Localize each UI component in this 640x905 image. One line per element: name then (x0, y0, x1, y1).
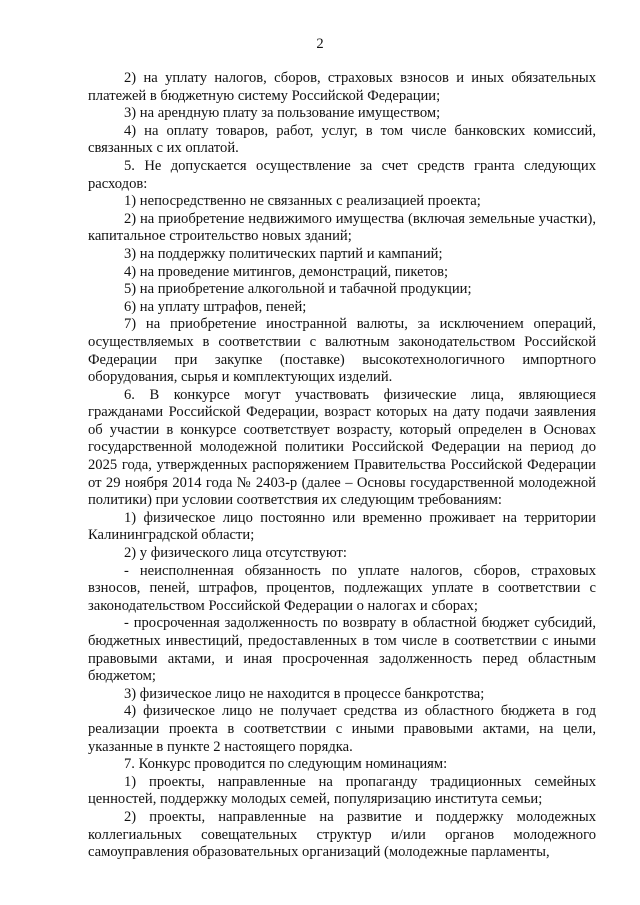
paragraph: 3) на арендную плату за пользование имуществом; (124, 105, 441, 122)
paragraph: 2) на приобретение недвижимого имущества (включая земельные участки), капитальное строительство новых зданий; (88, 210, 596, 245)
paragraph: 2) у физического лица отсутствуют: (124, 545, 347, 562)
page-number: 2 (316, 36, 324, 52)
paragraph: 3) на поддержку политических партий и кампаний; (124, 245, 443, 262)
paragraph: 4) физическое лицо не получает средства из областного бюджета в год реализации проекта в соответствии с иными правовыми актами, на цели, указанные в пункте 2 настоящего порядка. (88, 703, 596, 755)
paragraph: 1) проекты, направленные на пропаганду традиционных семейных ценностей, поддержку молодых семей, популяризацию института семьи; (88, 773, 596, 808)
paragraph: 2) проекты, направленные на развитие и поддержку молодежных коллегиальных совещательных структур и/или органов молодежного самоуправления образовательных организаций (молодежные парламенты, (88, 808, 596, 861)
paragraph: 6. В конкурсе могут участвовать физические лица, являющиеся гражданами Российской Федерации, возраст которых на дату подачи заявления об участии в конкурсе соответствует возрасту, который определен в Основах государственной молодежной политики Российской Федерации на период до 2025 года, утвержденных распоряжением Правительства Российской Федерации от 29 ноября 2014 года № 2403-р (далее – Основы государственной молодежной политики) при условии соответствия их следующим требованиям: (88, 386, 596, 509)
paragraph: - неисполненная обязанность по уплате налогов, сборов, страховых взносов, пеней, штрафов, процентов, подлежащих уплате в соответствии с законодательством Российской Федерации о налогах и сборах; (88, 562, 596, 614)
paragraph: - просроченная задолженность по возврату в областной бюджет субсидий, бюджетных инвестиций, предоставленных в том числе в соответствии с иными правовыми актами, и иная просроченная задолженность перед областным бюджетом; (88, 615, 596, 685)
document-body (88, 70, 596, 862)
paragraph: 2) на уплату налогов, сборов, страховых взносов и иных обязательных платежей в бюджетную систему Российской Федерации; (88, 70, 596, 104)
paragraph: 7. Конкурс проводится по следующим номинациям: (124, 756, 448, 773)
paragraph: 4) на оплату товаров, работ, услуг, в том числе банковских комиссий, связанных с их оплатой. (88, 122, 596, 157)
paragraph: 1) непосредственно не связанных с реализацией проекта; (124, 193, 481, 210)
paragraph: 4) на проведение митингов, демонстраций, пикетов; (124, 263, 449, 280)
paragraph: 6) на уплату штрафов, пеней; (124, 298, 307, 315)
paragraph: 5) на приобретение алкогольной и табачной продукции; (124, 281, 472, 298)
paragraph: 1) физическое лицо постоянно или временно проживает на территории Калининградской области; (88, 509, 596, 544)
paragraph: 3) физическое лицо не находится в процессе банкротства; (124, 685, 485, 702)
paragraph: 5. Не допускается осуществление за счет средств гранта следующих расходов: (88, 157, 596, 192)
paragraph: 7) на приобретение иностранной валюты, за исключением операций, осуществляемых в соответствии с валютным законодательством Российской Федерации при закупке (поставке) высокотехнологичного импортного оборудования, сырья и комплектующих изделий. (88, 316, 596, 386)
